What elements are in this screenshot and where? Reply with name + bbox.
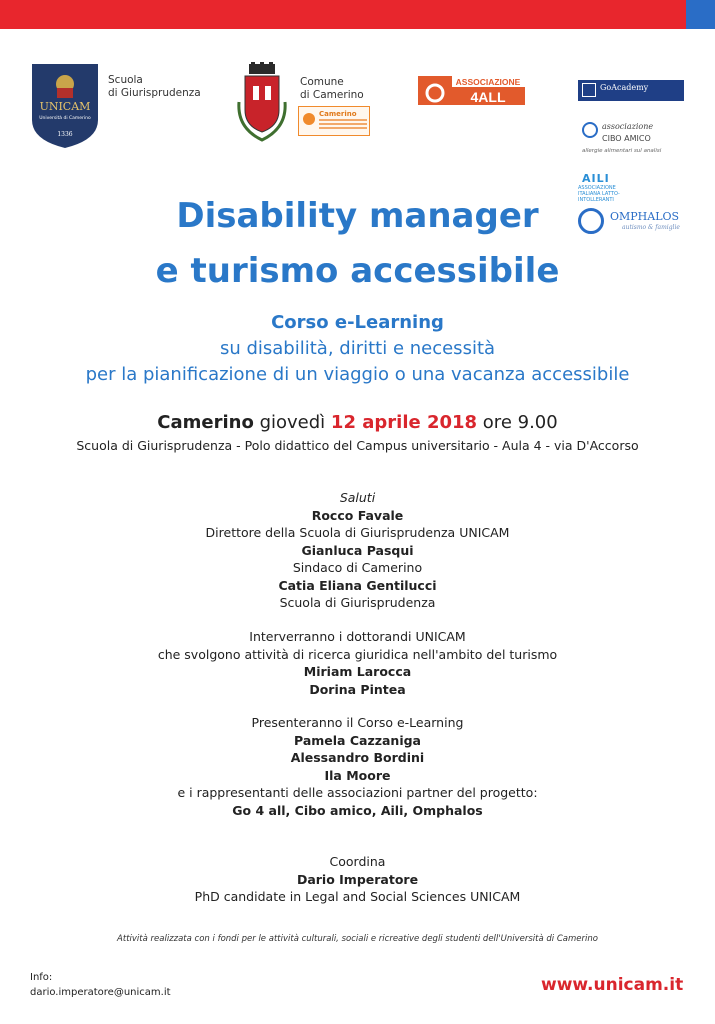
partner-name: Omphalos — [412, 802, 483, 818]
comune-label — [300, 76, 364, 102]
event-datetime — [0, 411, 715, 435]
coordina-heading: Coordina — [329, 854, 386, 869]
unicam-logo — [30, 62, 100, 150]
website-link[interactable]: www.unicam.it — [541, 975, 684, 995]
saluti-section — [0, 489, 715, 612]
speaker-role: Scuola di Giurisprudenza — [279, 595, 436, 610]
top-red-bar — [0, 0, 686, 29]
course-subtitle-line1: su disabilità, diritti e necessità — [219, 338, 496, 359]
go4all-main-text: 4ALL — [470, 89, 506, 105]
event-venue: Scuola di Giurisprudenza - Polo didattico del Campus universitario - Aula 4 - via D'Accorso — [76, 438, 639, 453]
saluti-heading: Saluti — [339, 490, 376, 505]
partner-name: Cibo amico — [294, 802, 372, 818]
event-time: ore 9.00 — [482, 412, 558, 433]
speaker-name: Alessandro Bordini — [290, 750, 425, 765]
event-day: giovedì — [259, 412, 326, 433]
coordinator-name: Dario Imperatore — [296, 871, 419, 887]
course-subtitle-line2: per la pianificazione di un viaggio o una vacanza accessibile — [85, 364, 630, 385]
main-title-line1: Disability manager — [176, 196, 539, 236]
scuola-line2: di Giurisprudenza — [108, 87, 201, 99]
unicam-logo-year: 1336 — [57, 131, 73, 138]
aili-line2: ASSOCIAZIONE ITALIANA LATTO-INTOLLERANTI — [578, 185, 620, 203]
scuola-label — [108, 74, 201, 100]
unicam-logo-sub: Università di Camerino — [39, 116, 91, 121]
info-label: Info: — [30, 972, 53, 983]
event-city: Camerino — [157, 412, 254, 433]
ciboamico-line2: CIBO AMICO — [602, 134, 651, 143]
speaker-name: Gianluca Pasqui — [301, 542, 414, 558]
speaker-name: Catia Eliana Gentilucci — [278, 577, 437, 593]
partner-name: Go 4 all — [232, 802, 286, 818]
speaker-name: Miriam Larocca — [303, 664, 412, 679]
event-date: 12 aprile 2018 — [330, 412, 478, 433]
speaker-name: Dorina Pintea — [309, 681, 406, 697]
camerino-crest-logo — [233, 62, 291, 144]
omphalos-line2: autismo & famiglie — [622, 224, 680, 231]
goacademy-text: GoAcademy — [600, 83, 649, 92]
main-title-line2: e turismo accessibile — [155, 251, 560, 291]
speaker-name: Pamela Cazzaniga — [294, 732, 421, 748]
ciboamico-icon — [582, 122, 598, 138]
ciboamico-line1: associazione — [602, 122, 654, 131]
presentazione-intro: Presenteranno il Corso e-Learning — [251, 715, 464, 730]
comune-line2: di Camerino — [300, 89, 364, 101]
speaker-role: Sindaco di Camerino — [292, 560, 423, 575]
partners-intro: e i rappresentanti delle associazioni partner del progetto: — [177, 785, 538, 800]
go4all-top-text: ASSOCIAZIONE — [455, 77, 521, 87]
omphalos-line1: OMPHALOS — [610, 210, 680, 223]
coordina-section — [0, 853, 715, 906]
camerino-badge-lines — [319, 119, 367, 121]
interventi-description: che svolgono attività di ricerca giuridica nell'ambito del turismo — [157, 646, 558, 662]
contact-email[interactable]: dario.imperatore@unicam.it — [30, 987, 171, 998]
aili-logo — [578, 172, 638, 203]
coordinator-role: PhD candidate in Legal and Social Sciences UNICAM — [194, 889, 521, 904]
partner-name: Aili — [380, 802, 404, 818]
speaker-name: Rocco Favale — [311, 507, 404, 523]
ciboamico-line3: allergie alimentari sul analisi — [582, 148, 662, 154]
scuola-line1: Scuola — [108, 74, 143, 86]
interventi-intro: Interverranno i dottorandi UNICAM — [249, 629, 466, 644]
contact-info — [30, 970, 171, 1000]
speaker-name: Ila Moore — [324, 767, 391, 783]
comune-line1: Comune — [300, 76, 344, 88]
interventi-section — [0, 628, 715, 698]
presentazione-section — [0, 714, 715, 819]
camerino-badge — [298, 106, 370, 136]
camerino-badge-icon — [303, 113, 315, 125]
go4all-logo — [418, 76, 525, 105]
camerino-badge-label: Camerino — [319, 110, 357, 118]
ciboamico-logo — [582, 122, 662, 162]
unicam-logo-text: UNICAM — [39, 100, 91, 113]
partners-list: Go 4 all, Cibo amico, Aili, Omphalos — [232, 802, 483, 818]
goacademy-icon — [582, 83, 596, 97]
funding-note: Attività realizzata con i fondi per le attività culturali, sociali e ricreative degli studenti dell'Università di Camerino — [117, 934, 598, 944]
course-title: Corso e-Learning — [271, 312, 444, 333]
goacademy-logo — [578, 80, 684, 101]
speaker-role: Direttore della Scuola di Giurisprudenza UNICAM — [205, 525, 510, 540]
aili-line1: AILI — [582, 172, 610, 185]
top-blue-block — [686, 0, 715, 29]
